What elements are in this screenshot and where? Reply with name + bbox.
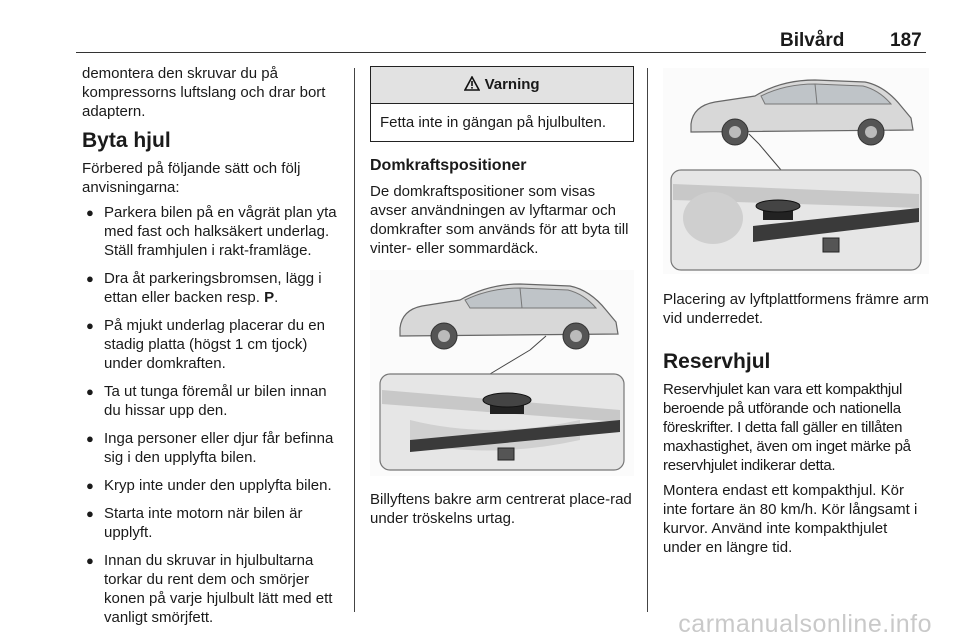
running-header-title: Bilvård: [780, 30, 845, 51]
column-2: [370, 64, 634, 534]
section-heading-reservhjul: Reservhjul: [663, 350, 771, 373]
watermark: carmanualsonline.info: [678, 610, 932, 638]
column-divider-2: [647, 68, 648, 612]
bullet-dot-icon: ●: [86, 205, 94, 220]
front-lift-caption: Placering av lyftplattformens främre arm vid underredet.: [663, 291, 929, 327]
header-rule: [76, 52, 926, 53]
domkraft-paragraph: De domkraftspositioner som visas avser användningen av lyftarmar och domkrafter som används för att byta till vinter- eller sommardäck.: [370, 183, 629, 257]
bullet-dot-icon: ●: [86, 553, 94, 568]
column-3: [663, 64, 929, 563]
page-number: 187: [890, 30, 922, 51]
warning-box: [370, 66, 634, 142]
section-heading-domkraft: Domkraftspositioner: [370, 157, 527, 174]
list-item: ● Innan du skruvar in hjulbultarna torkar du rent dem och smörjer konen på varje hjulbult lätt med ett vanligt smörjfett.: [86, 552, 333, 626]
warning-header: [371, 67, 633, 104]
list-item: ● Kryp inte under den upplyfta bilen.: [86, 477, 332, 494]
bullet-dot-icon: ●: [86, 478, 94, 493]
bullet-dot-icon: ●: [86, 431, 94, 446]
rear-lift-illustration: [370, 270, 634, 476]
preparation-list: [82, 203, 342, 627]
reservhjul-paragraph-1: Reservhjulet kan vara ett kompakthjul beroende på utförande och nationella föreskrifter. I detta fall gäller en tillåten maxhastighet, även om inget märke på reservhjulet indikerar detta.: [663, 381, 911, 474]
list-item: ● På mjukt underlag placerar du en stadig platta (högst 1 cm tjock) under domkraften.: [86, 317, 325, 372]
column-divider-1: [354, 68, 355, 612]
bullet-dot-icon: ●: [86, 318, 94, 333]
front-lift-illustration: [663, 68, 929, 274]
section-heading-byta-hjul: Byta hjul: [82, 129, 171, 152]
list-item: ● Inga personer eller djur får befinna sig i den upplyfta bilen.: [86, 430, 334, 466]
reservhjul-paragraph-2: Montera endast ett kompakthjul. Kör inte fortare än 80 km/h. Kör långsamt i kurvor. Använd inte kompakthjulet under en längre tid.: [663, 482, 918, 556]
intro-paragraph: demontera den skruvar du på kompressorns luftslang och drar bort adaptern.: [82, 65, 326, 120]
rear-lift-caption: Billyftens bakre arm centrerat place-rad under tröskelns urtag.: [370, 491, 632, 527]
bullet-dot-icon: ●: [86, 271, 94, 286]
list-item: ● Ta ut tunga föremål ur bilen innan du hissar upp den.: [86, 383, 327, 419]
list-item: ● Starta inte motorn när bilen är upplyft.: [86, 505, 303, 541]
bullet-dot-icon: ●: [86, 506, 94, 521]
warning-triangle-icon: [464, 76, 484, 93]
column-1: [82, 64, 342, 636]
list-item: ● Dra åt parkeringsbromsen, lägg i ettan eller backen resp. P.: [86, 270, 322, 306]
warning-title: Varning: [484, 76, 540, 93]
list-item: ● Parkera bilen på en vågrät plan yta med fast och halksäkert underlag. Ställ framhjulen i rakt-framläge.: [86, 204, 337, 259]
warning-text: Fetta inte in gängan på hjulbulten.: [380, 114, 607, 131]
lead-paragraph: Förbered på följande sätt och följ anvisningarna:: [82, 160, 301, 196]
bullet-dot-icon: ●: [86, 384, 94, 399]
